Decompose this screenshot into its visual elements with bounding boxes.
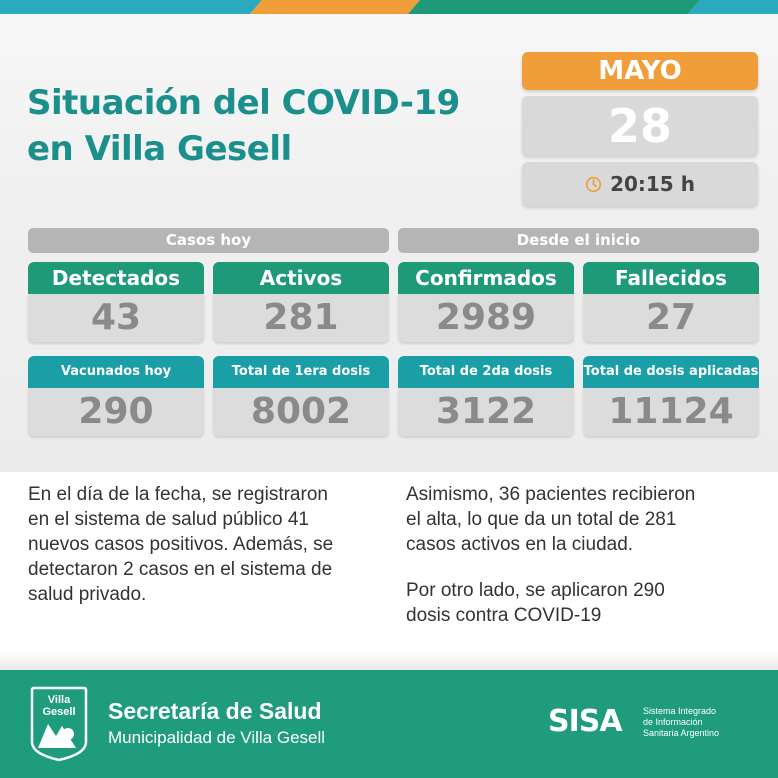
stat-label: Confirmados: [398, 262, 574, 294]
stat-label: Vacunados hoy: [28, 356, 204, 388]
text-line: nuevos casos positivos. Además, se: [28, 534, 334, 555]
text-line: dosis contra COVID-19: [406, 605, 602, 626]
text-line: en el sistema de salud público 41: [28, 509, 309, 530]
logo-text-2: Gesell: [42, 706, 76, 718]
stat-label: Total de 2da dosis: [398, 356, 574, 388]
footer: [0, 670, 778, 778]
date-time: [522, 162, 758, 206]
title-line-2: en Villa Gesell: [27, 129, 292, 169]
villa-gesell-logo: [28, 684, 90, 762]
stat-value: 27: [583, 294, 759, 342]
section-desde-inicio: Desde el inicio: [398, 228, 759, 253]
text-line: detectaron 2 casos en el sistema de: [28, 559, 333, 580]
stat-card-segunda-dosis: [398, 356, 574, 436]
municipalidad-subtitle: Municipalidad de Villa Gesell: [108, 728, 326, 747]
clock-icon: [585, 176, 602, 193]
time-text: 20:15 h: [610, 172, 695, 196]
stat-card-fallecidos: [583, 262, 759, 342]
stat-card-primera-dosis: [213, 356, 389, 436]
text-line: casos activos en la ciudad.: [406, 534, 634, 555]
footer-shadow: [0, 650, 778, 670]
sisa-logo: SISA: [548, 704, 622, 739]
stat-value: 2989: [398, 294, 574, 342]
section-casos-hoy: Casos hoy: [28, 228, 389, 253]
sisa-description: [643, 706, 719, 739]
paragraph-right-2: [406, 578, 665, 628]
stat-value: 290: [28, 388, 204, 436]
stat-value: 43: [28, 294, 204, 342]
paragraph-left: [28, 482, 333, 607]
title-line-1: Situación del COVID-19: [27, 83, 460, 123]
text-line: el alta, lo que da un total de 281: [406, 509, 677, 530]
date-day: 28: [522, 96, 758, 156]
secretaria-title: Secretaría de Salud: [108, 698, 322, 724]
stat-label: Detectados: [28, 262, 204, 294]
text-line: Por otro lado, se aplicaron 290: [406, 580, 665, 601]
stat-value: 11124: [583, 388, 759, 436]
sisa-desc-line: Sistema Integrado: [643, 706, 717, 716]
page-title: [27, 80, 460, 172]
paragraph-right-1: [406, 482, 695, 557]
sisa-desc-line: Sanitaria Argentino: [643, 728, 720, 738]
stat-card-activos: [213, 262, 389, 342]
top-color-stripes: [0, 0, 778, 14]
text-line: salud privado.: [28, 584, 147, 605]
stat-card-dosis-aplicadas: [583, 356, 759, 436]
stat-value: 8002: [213, 388, 389, 436]
stat-value: 3122: [398, 388, 574, 436]
stat-label: Total de dosis aplicadas: [583, 356, 759, 388]
text-line: En el día de la fecha, se registraron: [28, 484, 328, 505]
stat-value: 281: [213, 294, 389, 342]
stat-label: Fallecidos: [583, 262, 759, 294]
logo-text-1: Villa: [47, 694, 71, 706]
date-month: MAYO: [522, 52, 758, 90]
text-line: Asimismo, 36 pacientes recibieron: [406, 484, 696, 505]
stat-label: Activos: [213, 262, 389, 294]
stat-card-vacunados-hoy: [28, 356, 204, 436]
sisa-desc-line: de Información: [643, 717, 703, 727]
stat-card-detectados: [28, 262, 204, 342]
stat-card-confirmados: [398, 262, 574, 342]
stat-label: Total de 1era dosis: [213, 356, 389, 388]
